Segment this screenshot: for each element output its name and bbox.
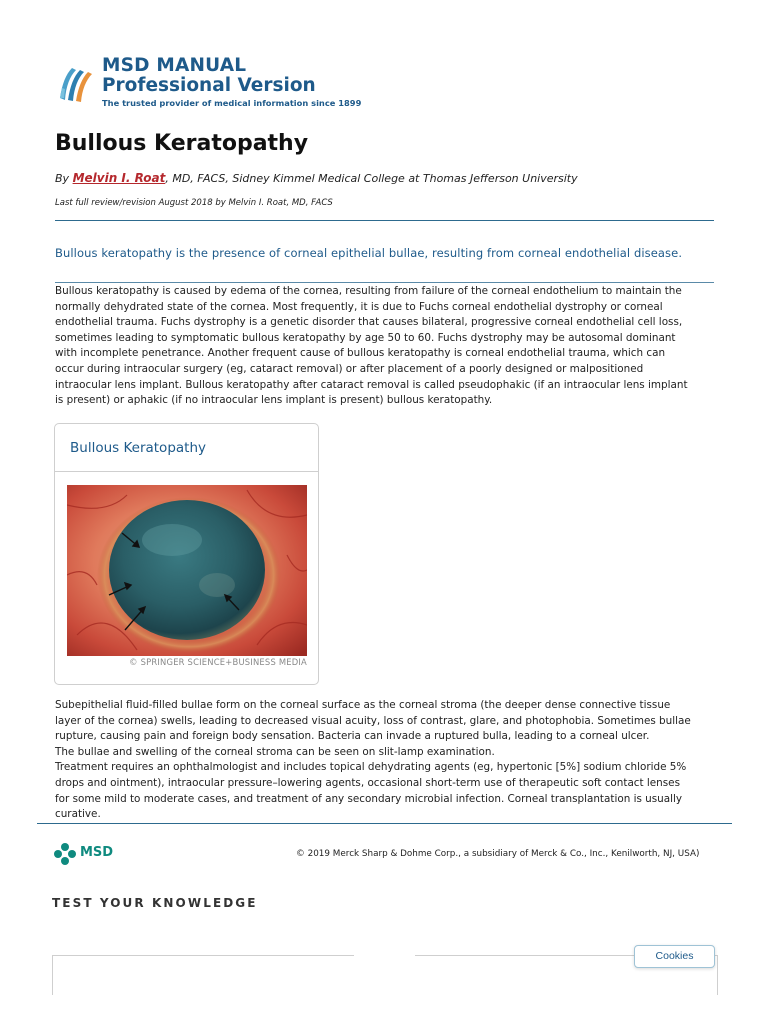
figure-title: Bullous Keratopathy xyxy=(70,440,207,456)
text-line: rupture, causing pain and foreign body sensation. Bacteria can invade a ruptured bulla, leading to a corneal ulcer. xyxy=(55,730,650,743)
figure-credit: © SPRINGER SCIENCE+BUSINESS MEDIA xyxy=(129,657,307,667)
brand-line2: Professional Version xyxy=(102,75,316,96)
test-your-knowledge-heading: TEST YOUR KNOWLEDGE xyxy=(52,896,258,910)
byline xyxy=(55,171,578,185)
text-line: The bullae and swelling of the corneal stroma can be seen on slit-lamp examination. xyxy=(55,745,495,758)
figure-card-header xyxy=(55,424,318,472)
cookies-button[interactable]: Cookies xyxy=(634,945,715,968)
divider-footer xyxy=(37,823,732,824)
text-line: for some mild to moderate cases, and treatment of any secondary microbial infection. Corneal transplantation is usually xyxy=(55,792,683,805)
text-line: occur during intraocular surgery (eg, cataract removal) or after placement of a poorly designed or malpositioned xyxy=(55,362,644,375)
eye-photo[interactable] xyxy=(67,485,307,656)
byline-prefix: By xyxy=(55,172,73,185)
msd-logo-text: MSD xyxy=(80,845,114,860)
revision-date: Last full review/revision August 2018 by Melvin I. Roat, MD, FACS xyxy=(55,198,333,208)
page-title: Bullous Keratopathy xyxy=(55,131,309,156)
msd-manual-logo-mark-icon xyxy=(56,58,96,102)
text-line: curative. xyxy=(55,808,101,821)
body-paragraph-2 xyxy=(55,698,715,823)
text-line: Treatment requires an ophthalmologist and includes topical dehydrating agents (eg, hypertonic [5%] sodium chloride 5% xyxy=(55,761,687,774)
text-line: Bullous keratopathy is caused by edema of the cornea, resulting from failure of the corneal endothelium to maintain the xyxy=(55,285,682,297)
brand-line1: MSD MANUAL xyxy=(102,55,247,76)
msd-footer-logo[interactable] xyxy=(54,843,124,865)
divider-top xyxy=(55,220,714,221)
text-line: drops and ointment), intraocular pressure–lowering agents, occasional short-term use of therapeutic soft contact lenses xyxy=(55,776,680,789)
article-summary: Bullous keratopathy is the presence of corneal epithelial bullae, resulting from corneal endothelial disease. xyxy=(55,246,683,260)
text-line: endothelial trauma. Fuchs dystrophy is a genetic disorder that causes bilateral, progressive corneal endothelial cell loss, xyxy=(55,316,683,329)
author-link[interactable]: Melvin I. Roat xyxy=(72,171,166,185)
figure-card[interactable] xyxy=(54,423,319,685)
text-line: intraocular lens implant. Bullous keratopathy after cataract removal is called pseudophakic (if an intraocular lens implant xyxy=(55,378,688,391)
text-line: is present) or aphakic (if no intraocular lens implant is present) bullous keratopathy. xyxy=(55,394,493,407)
msd-manual-logo[interactable] xyxy=(56,55,362,112)
text-line: layer of the cornea) swells, leading to decreased visual acuity, loss of contrast, glare, and photophobia. Sometimes bullae xyxy=(55,714,691,727)
quiz-container xyxy=(52,955,718,995)
text-line: Subepithelial fluid-filled bullae form on the corneal surface as the corneal stroma (the deeper dense connective tissue xyxy=(55,699,671,711)
quiz-border-left xyxy=(52,955,354,956)
text-line: with incomplete penetrance. Another frequent cause of bullous keratopathy is corneal endothelial trauma, which can xyxy=(55,347,666,360)
msd-logo-icon xyxy=(54,843,76,865)
text-line: normally dehydrated state of the cornea. Most frequently, it is due to Fuchs corneal endothelial dystrophy or corneal xyxy=(55,300,663,313)
brand-tagline: The trusted provider of medical information since 1899 xyxy=(102,98,362,108)
byline-affiliation: , MD, FACS, Sidney Kimmel Medical College at Thomas Jefferson University xyxy=(165,172,578,185)
copyright-notice: © 2019 Merck Sharp & Dohme Corp., a subsidiary of Merck & Co., Inc., Kenilworth, NJ, USA) xyxy=(296,849,700,859)
text-line: sometimes leading to symptomatic bullous keratopathy by age 50 to 60. Fuchs dystrophy may be autosomal dominant xyxy=(55,331,676,344)
divider-summary xyxy=(55,282,714,283)
body-paragraph-1 xyxy=(55,284,715,409)
